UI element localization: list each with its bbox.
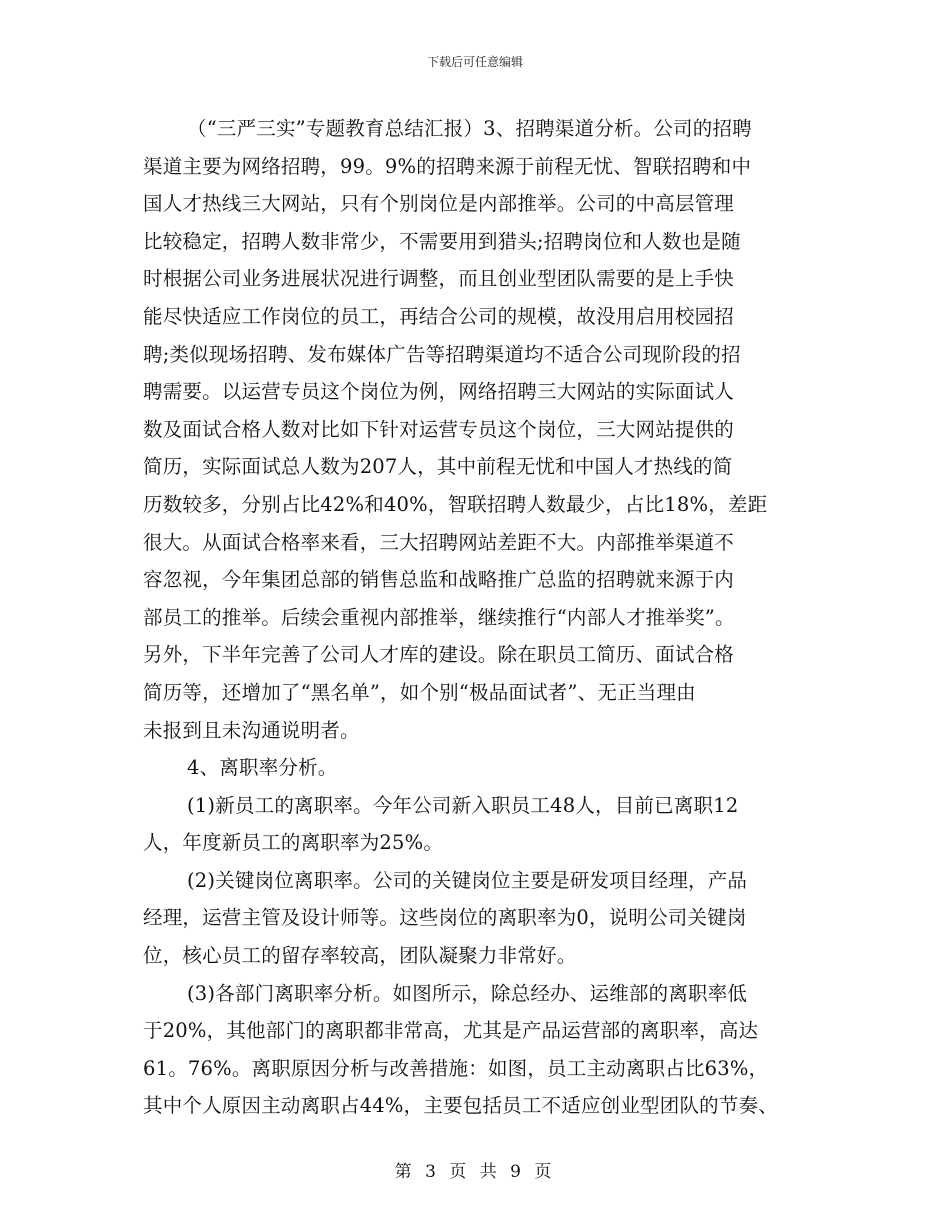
text-line: 渠道主要为网络招聘，99。9%的招聘来源于前程无忧、智联招聘和中 xyxy=(143,154,752,178)
text-line: 于20%，其他部门的离职都非常高，尤其是产品运营部的离职率，高达 xyxy=(143,1019,759,1043)
text-line: 经理，运营主管及设计师等。这些岗位的离职率为0，说明公司关键岗 xyxy=(143,906,747,930)
text-line: 容忽视，今年集团总部的销售总监和战略推广总监的招聘就来源于内 xyxy=(143,568,735,592)
text-line: 61。76%。离职原因分析与改善措施：如图，员工主动离职占比63%， xyxy=(143,1056,769,1080)
paragraph-new-employee-turnover xyxy=(143,787,808,862)
page-number-footer: 第 3 页 共 9 页 xyxy=(394,1162,556,1182)
text-line: 未报到且未沟通说明者。 xyxy=(143,718,360,742)
text-line: 历数较多，分别占比42%和40%，智联招聘人数最少，占比18%，差距 xyxy=(143,492,768,516)
text-line: 聘需要。以运营专员这个岗位为例，网络招聘三大网站的实际面试人 xyxy=(143,380,735,404)
text-line: 国人才热线三大网站，只有个别岗位是内部推举。公司的中高层管理 xyxy=(143,192,735,216)
text-line: 很大。从面试合格率来看，三大招聘网站差距不大。内部推举渠道不 xyxy=(143,530,735,554)
document-body xyxy=(143,110,808,1125)
section-heading: 4、离职率分析。 xyxy=(187,756,338,780)
text-line: 另外，下半年完善了公司人才库的建设。除在职员工简历、面试合格 xyxy=(143,643,735,667)
text-line: 其中个人原因主动离职占44%，主要包括员工不适应创业型团队的节奏、 xyxy=(143,1094,778,1118)
text-line: 时根据公司业务进展状况进行调整，而且创业型团队需要的是上手快 xyxy=(143,267,735,291)
text-line: 简历等，还增加了“黑名单”，如个别“极品面试者”、无正当理由 xyxy=(143,680,696,704)
text-line: 聘;类似现场招聘、发布媒体广告等招聘渠道均不适合公司现阶段的招 xyxy=(143,342,741,366)
text-line: (1)新员工的离职率。今年公司新入职员工48人，目前已离职12 xyxy=(187,793,739,817)
text-line: 简历，实际面试总人数为207人，其中前程无忧和中国人才热线的简 xyxy=(143,455,733,479)
text-line: 比较稳定，招聘人数非常少，不需要用到猎头;招聘岗位和人数也是随 xyxy=(143,229,741,253)
text-line: (2)关键岗位离职率。公司的关键岗位主要是研发项目经理，产品 xyxy=(187,868,748,892)
text-line: 部员工的推举。后续会重视内部推举，继续推行“内部人才推举奖”。 xyxy=(143,605,735,629)
text-line: (3)各部门离职率分析。如图所示，除总经办、运维部的离职率低 xyxy=(187,981,748,1005)
text-line: 位，核心员工的留存率较高，团队凝聚力非常好。 xyxy=(143,944,577,968)
paragraph-section-heading xyxy=(143,749,808,787)
paragraph-department-turnover xyxy=(143,975,808,1125)
text-line: 人，年度新员工的离职率为25%。 xyxy=(143,831,444,855)
text-line: 数及面试合格人数对比如下针对运营专员这个岗位，三大网站提供的 xyxy=(143,417,735,441)
paragraph-key-position-turnover xyxy=(143,862,808,975)
text-line: （“三严三实”专题教育总结汇报）3、招聘渠道分析。公司的招聘 xyxy=(187,117,752,140)
page-header-note: 下载后可任意编辑 xyxy=(426,55,523,69)
text-line: 能尽快适应工作岗位的员工，再结合公司的规模，故没用启用校园招 xyxy=(143,304,735,328)
paragraph-recruitment-channels xyxy=(143,110,808,749)
